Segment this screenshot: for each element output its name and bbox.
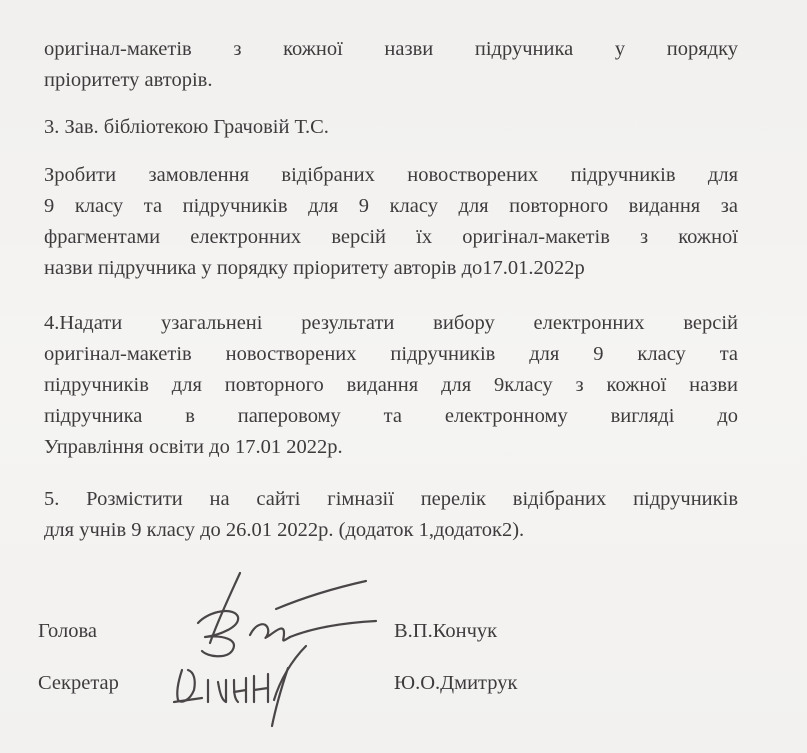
text-line: 9 класу та підручників для 9 класу для повторного видання за [44,195,738,217]
secretary-signature [168,640,328,735]
heading-text: 3. Зав. бібліотекою Грачовій Т.С. [44,116,329,138]
chair-role: Голова [38,620,98,642]
text-line: оригінал-макетів з кожної назви підручника у порядку [44,38,738,60]
text-line: Управління освіти до 17.01 2022р. [44,436,343,458]
text-line: 5. Розмістити на сайті гімназії перелік відібраних підручників [44,488,738,510]
item-5 [44,484,738,546]
text-line: підручників для повторного видання для 9класу з кожної назви [44,374,738,396]
secretary-role: Секретар [38,672,119,694]
item-3-heading [44,112,738,143]
chair-name: В.П.Кончук [394,620,498,642]
text-line: для учнів 9 класу до 26.01 2022р. (додаток 1,додаток2). [44,519,525,541]
text-line: фрагментами електронних версій їх оригінал-макетів з кожної [44,226,738,248]
paragraph-top [44,34,738,96]
text-line: Зробити замовлення відібраних новостворених підручників для [44,164,738,186]
text-line: назви підручника у порядку пріоритету авторів до17.01.2022р [44,257,585,279]
text-line: 4.Надати узагальнені результати вибору електронних версій [44,312,738,334]
text-line: пріоритету авторів. [44,69,213,91]
item-4 [44,308,738,463]
secretary-name: Ю.О.Дмитрук [394,672,518,694]
text-line: підручника в паперовому та електронному вигляді до [44,405,738,427]
text-line: оригінал-макетів новостворених підручників для 9 класу та [44,343,738,365]
item-3-body [44,160,738,284]
